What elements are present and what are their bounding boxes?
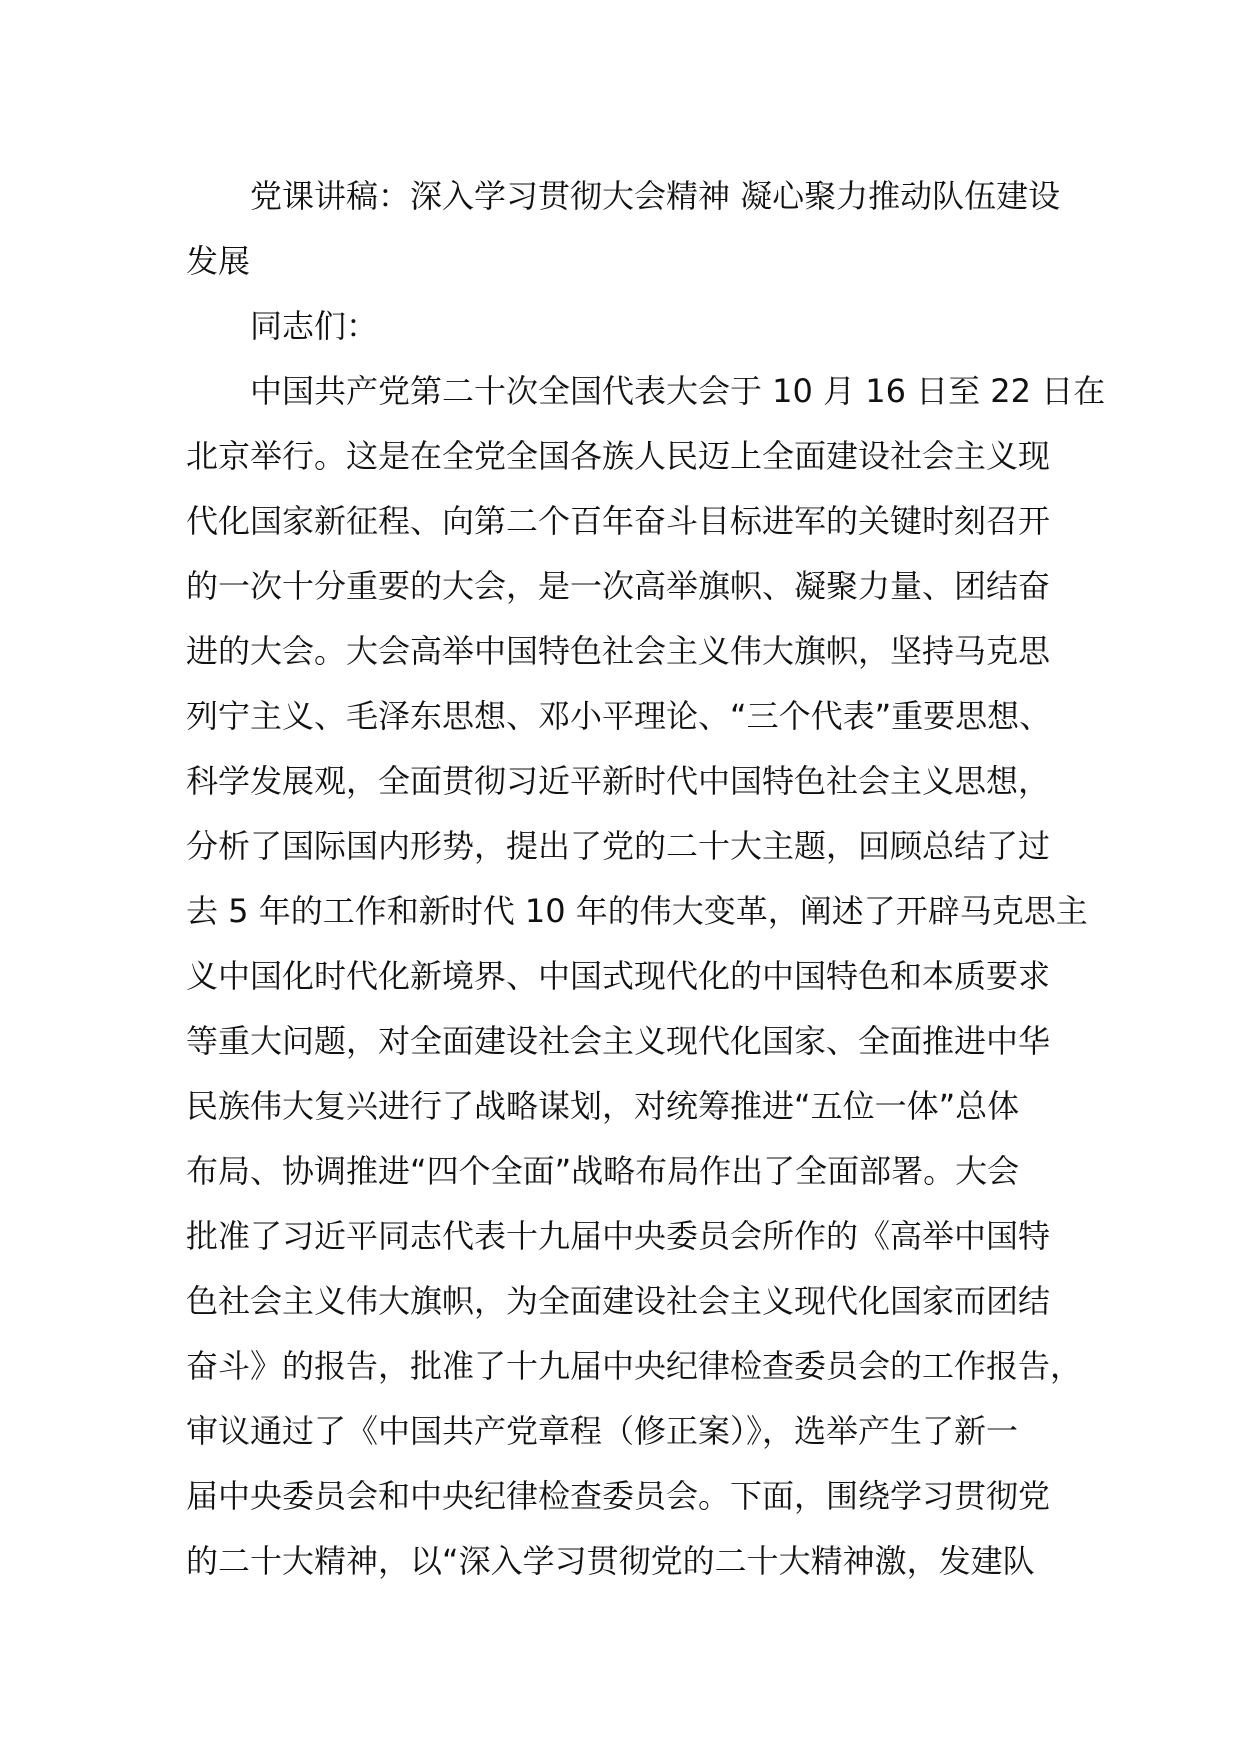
body-line: 中国共产党第二十次全国代表大会于 10 月 16 日至 22 日在	[250, 372, 1106, 410]
body-line: 分析了国际国内形势，提出了党的二十大主题，回顾总结了过	[186, 827, 1051, 865]
title-line-2: 发展	[186, 242, 251, 280]
body-line: 布局、协调推进“四个全面”战略布局作出了全面部署。大会	[186, 1152, 1020, 1190]
body-line: 奋斗》的报告，批准了十九届中央纪律检查委员会的工作报告，	[186, 1347, 1083, 1385]
body-line: 批准了习近平同志代表十九届中央委员会所作的《高举中国特	[186, 1217, 1051, 1255]
body-line: 列宁主义、毛泽东思想、邓小平理论、“三个代表”重要思想、	[186, 697, 1052, 735]
body-line: 审议通过了《中国共产党章程（修正案）》，选举产生了新一	[186, 1412, 1019, 1450]
body-line: 代化国家新征程、向第二个百年奋斗目标进军的关键时刻召开	[186, 502, 1051, 540]
salutation: 同志们：	[250, 307, 379, 345]
body-line: 北京举行。这是在全党全国各族人民迈上全面建设社会主义现	[186, 437, 1051, 475]
body-line: 进的大会。大会高举中国特色社会主义伟大旗帜，坚持马克思	[186, 632, 1051, 670]
title-line-1: 党课讲稿：深入学习贯彻大会精神 凝心聚力推动队伍建设	[250, 177, 1061, 215]
body-line: 的二十大精神，以“深入学习贯彻党的二十大精神激，发建队	[186, 1542, 1035, 1580]
body-line: 去 5 年的工作和新时代 10 年的伟大变革，阐述了开辟马克思主	[186, 892, 1088, 930]
body-line: 的一次十分重要的大会，是一次高举旗帜、凝聚力量、团结奋	[186, 567, 1051, 605]
body-line: 色社会主义伟大旗帜，为全面建设社会主义现代化国家而团结	[186, 1282, 1051, 1320]
body-line: 届中央委员会和中央纪律检查委员会。下面，围绕学习贯彻党	[186, 1477, 1051, 1515]
body-line: 民族伟大复兴进行了战略谋划，对统筹推进“五位一体”总体	[186, 1087, 1020, 1125]
body-line: 等重大问题，对全面建设社会主义现代化国家、全面推进中华	[186, 1022, 1051, 1060]
body-line: 义中国化时代化新境界、中国式现代化的中国特色和本质要求	[186, 957, 1051, 995]
body-line: 科学发展观，全面贯彻习近平新时代中国特色社会主义思想，	[186, 762, 1051, 800]
